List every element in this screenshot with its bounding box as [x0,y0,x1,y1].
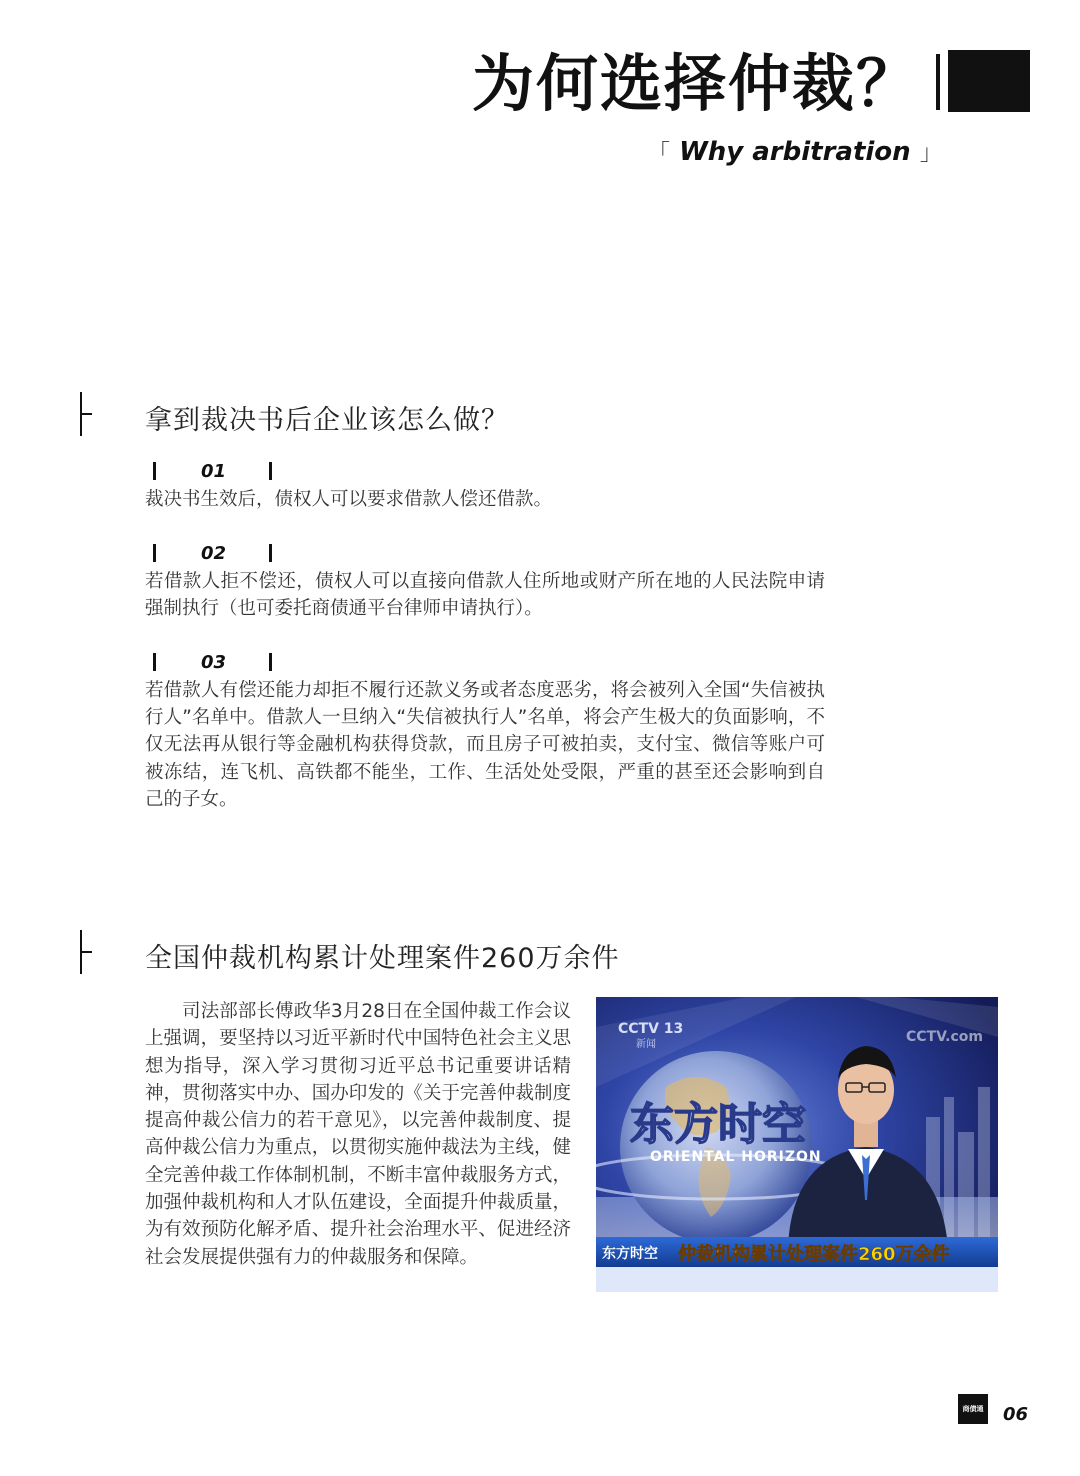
news-article-text: 司法部部长傅政华3月28日在全国仲裁工作会议上强调，要坚持以习近平新时代中国特色社会主义思想为指导，深入学习贯彻习近平总书记重要讲话精神，贯彻落实中办、国办印发的《关于完善仲裁制度提高仲裁公信力的若干意见》，以完善仲裁制度、提高仲裁公信力为重点，以贯彻实施仲裁法为主线，健全完善仲裁工作体制机制，不断丰富仲裁服务方式，加强仲裁机构和人才队伍建设，全面提升仲裁质量，为有效预防化解矛盾、提升社会治理水平、促进经济社会发展提供强有力的仲裁服务和保障。 [145,1001,571,1268]
channel-sub: 新闻 [636,1039,656,1050]
page-subtitle [648,132,942,172]
step-pipe-left [153,462,156,480]
subtitle-text: Why arbitration [679,137,911,167]
step-pipe-right [269,544,272,562]
program-title-en: ORIENTAL HORIZON [650,1149,822,1165]
page-number: 06 [1003,1404,1029,1425]
section-marker-tick [80,413,92,415]
step-pipe-left [153,653,156,671]
program-title-cn: 东方时空 [630,1099,806,1150]
ticker-headline: 仲裁机构累计处理案件260万余件 [678,1244,950,1265]
news-broadcast-scene [596,997,998,1292]
step-number [145,651,275,675]
step-pipe-right [269,462,272,480]
page-title: 为何选择仲裁？ [471,47,920,120]
step-number-text: 02 [201,543,227,564]
step-number-text: 01 [201,461,227,482]
step-number [145,542,275,566]
step-text: 若借款人拒不偿还，债权人可以直接向借款人住所地或财产所在地的人民法院申请强制执行（也可委托商债通平台律师申请执行）。 [145,571,825,620]
subtitle-open-bracket: 「 [648,141,671,166]
section-marker-tick [80,951,92,953]
subtitle-close-bracket: 」 [919,141,942,166]
section1-heading: 拿到裁决书后企业该怎么做？ [145,405,509,436]
title-accent-block [948,50,1030,112]
step-number-text: 03 [201,652,227,673]
ticker-base [596,1267,998,1292]
channel-logo: CCTV 13 [618,1021,684,1037]
step-pipe-left [153,544,156,562]
news-broadcast-image [596,997,998,1292]
watermark: CCTV.com [906,1029,983,1045]
ticker-label: 东方时空 [602,1246,658,1262]
brand-logo: 商债通 [958,1394,988,1424]
step-text: 裁决书生效后，债权人可以要求借款人偿还借款。 [145,489,553,510]
section2-heading: 全国仲裁机构累计处理案件260万余件 [145,943,620,974]
title-accent-line [936,54,940,110]
step-pipe-right [269,653,272,671]
step-text: 若借款人有偿还能力却拒不履行还款义务或者态度恶劣，将会被列入全国“失信被执行人”名单中。借款人一旦纳入“失信被执行人”名单，将会产生极大的负面影响，不仅无法再从银行等金融机构获得贷款，而且房子可被拍卖，支付宝、微信等账户可被冻结，连飞机、高铁都不能坐，工作、生活处处受限，严重的甚至还会影响到自己的子女。 [145,680,825,810]
step-number [145,460,275,484]
